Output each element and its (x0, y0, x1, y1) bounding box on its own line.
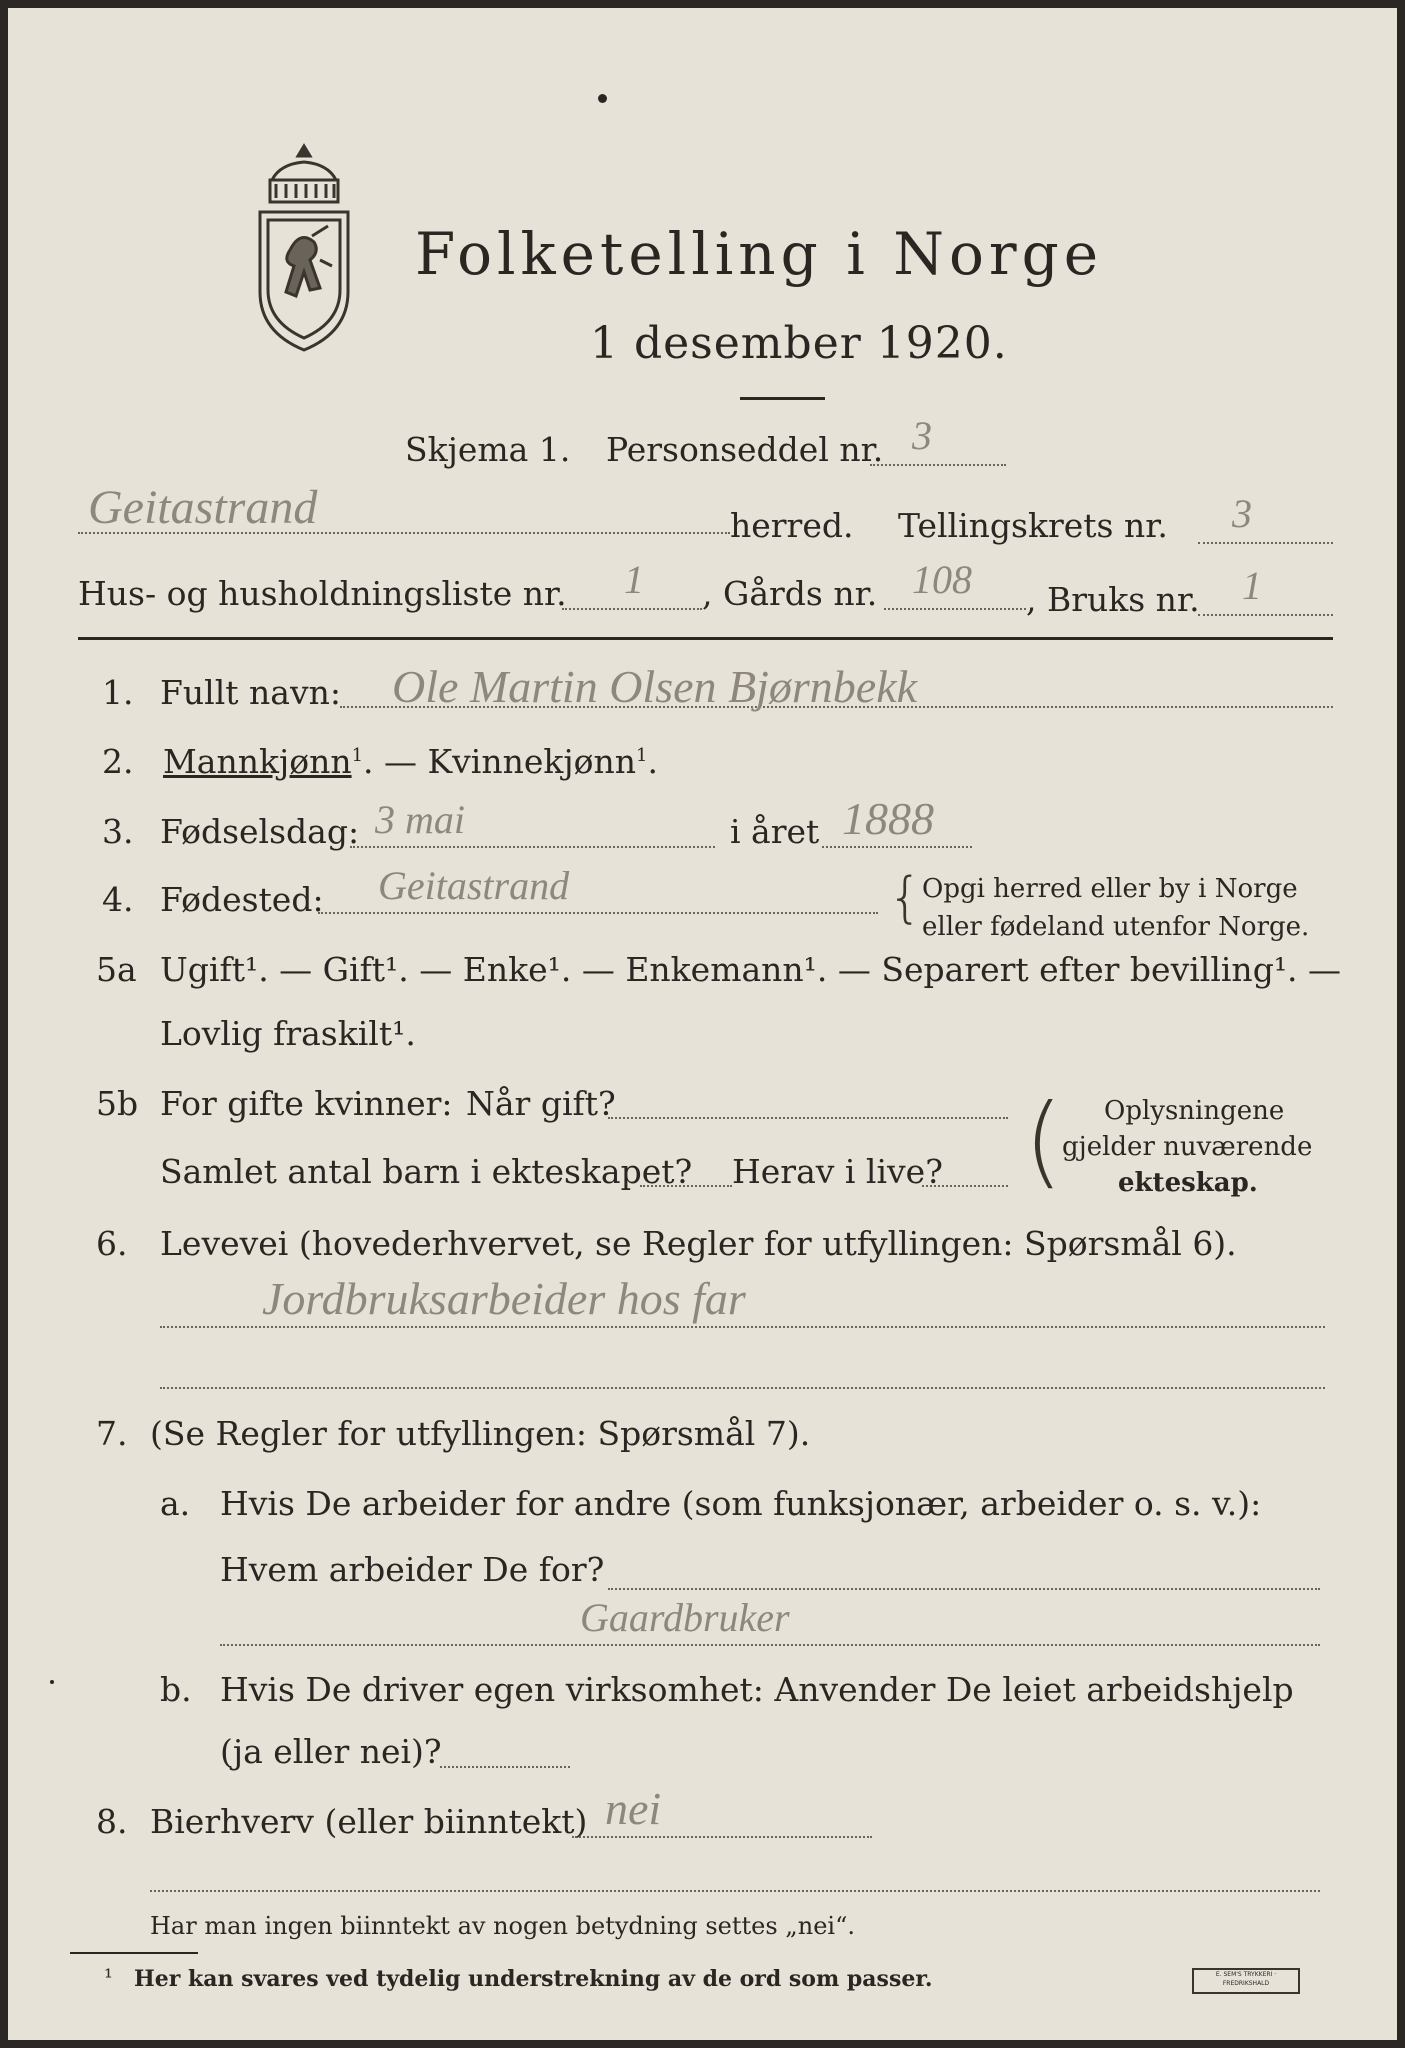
q7b-number: b. (160, 1670, 192, 1709)
bruks-line (1198, 614, 1333, 616)
q7b-line-1: Hvis De driver egen virksomhet: Anvender De leiet arbeidshjelp (220, 1670, 1294, 1709)
q7-number: 7. (96, 1414, 128, 1453)
birthdate-value: 3 mai (375, 797, 465, 842)
birthyear-label: i året (730, 812, 820, 851)
birthyear-line (822, 846, 972, 848)
printer-stamp: E. SEM'S TRYKKERI · FREDRIKSHALD (1192, 1968, 1300, 1994)
q3-label: Fødselsdag: (160, 812, 360, 851)
gards-value: 108 (912, 557, 972, 602)
side-income-value: nei (605, 1783, 662, 1834)
hus-value: 1 (624, 557, 644, 602)
title-divider (740, 397, 825, 400)
q1-label: Fullt navn: (160, 673, 341, 712)
footnote-text: Her kan svares ved tydelig understrekning av de ord som passer. (134, 1966, 933, 1992)
q5a-number: 5a (96, 950, 137, 989)
q5b-number: 5b (96, 1084, 139, 1123)
personseddel-value: 3 (912, 413, 932, 458)
bruks-value: 1 (1242, 563, 1262, 608)
sex-end: . (647, 742, 658, 781)
q3-line (350, 846, 715, 848)
gards-line (884, 608, 1026, 610)
census-date: 1 desember 1920. (590, 318, 1008, 369)
q5b-note-3: ekteskap. (1118, 1168, 1258, 1198)
occupation-value: Jordbruksarbeider hos far (262, 1273, 746, 1324)
q3-number: 3. (102, 812, 134, 851)
side-income-line (572, 1836, 872, 1838)
q1-number: 1. (102, 673, 134, 712)
birthplace-brace: { (888, 866, 923, 929)
side-income-label: Bierhverv (eller biinntekt) (150, 1802, 588, 1841)
sex-separator: . — (363, 742, 428, 781)
married-when-label: Når gift? (466, 1084, 616, 1123)
footnote-rule (70, 1952, 198, 1954)
tellingskrets-value: 3 (1232, 491, 1252, 536)
q4-number: 4. (102, 880, 134, 919)
skjema-label: Skjema 1. (405, 430, 571, 469)
employer-value: Gaardbruker (580, 1595, 790, 1640)
side-income-line-2 (150, 1890, 1320, 1892)
footer-note: Har man ingen biinntekt av nogen betydning settes „nei“. (150, 1912, 855, 1940)
q6-number: 6. (96, 1224, 128, 1263)
q6-line-1 (160, 1326, 1325, 1328)
q2-number: 2. (102, 742, 134, 781)
q4-label: Fødested: (160, 880, 324, 919)
header-rule (78, 637, 1333, 640)
birthplace-value: Geitastrand (378, 863, 570, 908)
gards-label: , Gårds nr. (702, 574, 878, 613)
ink-speck-2 (50, 1680, 54, 1684)
q7a-line-1: Hvis De arbeider for andre (som funksjonær, arbeider o. s. v.): (220, 1484, 1262, 1523)
employer-label: Hvem arbeider De for? (220, 1550, 605, 1589)
children-alive-label: Herav i live? (732, 1152, 943, 1191)
married-when-line (608, 1117, 1008, 1119)
employer-line-2 (220, 1644, 1320, 1646)
hus-label: Hus- og husholdningsliste nr. (78, 574, 567, 613)
q5b-note-1: Oplysningene (1104, 1096, 1285, 1126)
sex-female-option: Kvinnekjønn (427, 742, 637, 781)
q7-label: (Se Regler for utfyllingen: Spørsmål 7). (150, 1414, 811, 1453)
q2-options: Mannkjønn$^1$. — Kvinnekjønn$^1$. (163, 742, 658, 781)
children-alive-line (922, 1185, 1008, 1187)
personseddel-line (870, 464, 1006, 466)
q6-label: Levevei (hovederhvervet, se Regler for utfyllingen: Spørsmål 6). (160, 1224, 1237, 1263)
q6-line-2 (160, 1387, 1325, 1389)
bruks-label: , Bruks nr. (1026, 580, 1200, 619)
hired-help-label: (ja eller nei)? (220, 1732, 442, 1771)
marital-status-options: Ugift¹. — Gift¹. — Enke¹. — Enkemann¹. — Separert efter bevilling¹. — (160, 950, 1342, 989)
marital-status-divorced: Lovlig fraskilt¹. (160, 1014, 416, 1053)
footnote-mark: ¹ (104, 1966, 113, 1991)
ink-speck (598, 94, 607, 103)
birthyear-value: 1888 (842, 793, 934, 844)
full-name-value: Ole Martin Olsen Bjørnbekk (392, 661, 918, 712)
tellingskrets-label: Tellingskrets nr. (898, 506, 1168, 545)
birthplace-note-1: Opgi herred eller by i Norge (922, 874, 1298, 904)
q8-number: 8. (96, 1802, 128, 1841)
q5b-brace: ( (1024, 1082, 1064, 1199)
birthplace-note-2: eller fødeland utenfor Norge. (922, 912, 1310, 942)
children-count-label: Samlet antal barn i ekteskapet? (160, 1152, 693, 1191)
q4-line (318, 912, 878, 914)
q5b-note-2: gjelder nuværende (1062, 1132, 1313, 1162)
herred-label: herred. (730, 506, 854, 545)
personseddel-label: Personseddel nr. (606, 430, 884, 469)
hired-help-line (440, 1766, 570, 1768)
hus-line (562, 608, 702, 610)
sex-male-option: Mannkjønn (163, 742, 352, 781)
q7a-number: a. (160, 1484, 191, 1523)
form-title: Folketelling i Norge (415, 220, 1104, 288)
q5b-label: For gifte kvinner: (160, 1084, 453, 1123)
tellingskrets-line (1198, 542, 1333, 544)
norway-coat-of-arms-icon (250, 140, 358, 355)
employer-line-1 (608, 1588, 1320, 1590)
children-count-line (640, 1185, 732, 1187)
herred-value: Geitastrand (88, 481, 318, 534)
